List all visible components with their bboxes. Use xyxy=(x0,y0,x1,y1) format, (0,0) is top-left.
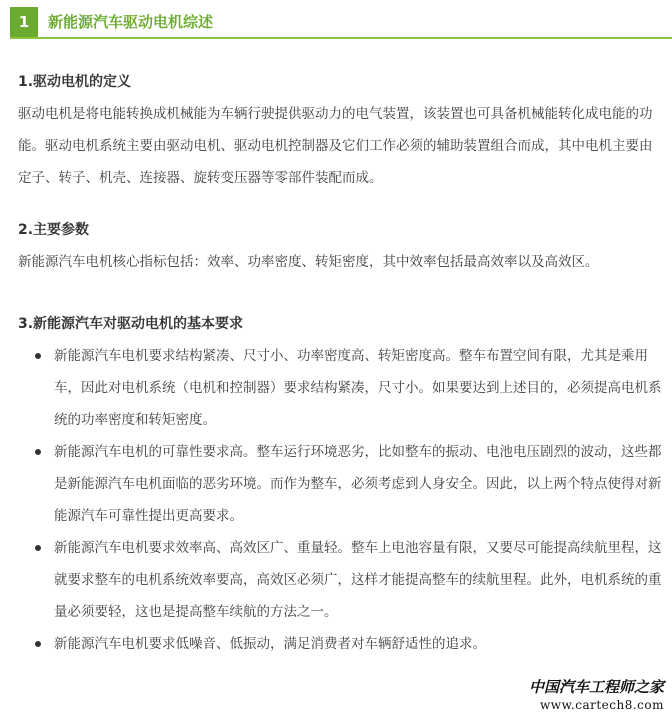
definition-paragraph: 驱动电机是将电能转换成机械能为车辆行驶提供驱动力的电气装置，该装置也可具备机械能转化成电能的功能。驱动电机系统主要由驱动电机、驱动电机控制器及它们工作必须的辅助装置组合而成，其中电机主要由定子、转子、机壳、连接器、旋转变压器等零部件装配而成。 xyxy=(18,106,653,186)
requirements-heading: 3.新能源汽车对驱动电机的基本要求 xyxy=(18,316,244,332)
site-watermark xyxy=(529,677,664,713)
requirement-item-compact: 新能源汽车电机要求结构紧凑、尺寸小、功率密度高、转矩密度高。整车布置空间有限，尤其是乘用车，因此对电机系统（电机和控制器）要求结构紧凑，尺寸小。如果要达到上述目的，必须提高电机系统的功率密度和转矩密度。 xyxy=(18,340,664,436)
requirements-list xyxy=(18,340,664,660)
watermark-title: 中国汽车工程师之家 xyxy=(528,678,664,696)
requirement-item-noise: 新能源汽车电机要求低噪音、低振动，满足消费者对车辆舒适性的追求。 xyxy=(18,628,664,660)
definition-heading: 1.驱动电机的定义 xyxy=(18,74,132,90)
requirement-item-reliability: 新能源汽车电机的可靠性要求高。整车运行环境恶劣，比如整车的振动、电池电压剧烈的波动，这些都是新能源汽车电机面临的恶劣环境。而作为整车，必须考虑到人身安全。因此，以上两个特点使得对新能源汽车可靠性提出更高要求。 xyxy=(18,436,664,532)
section-number-badge: 1 xyxy=(10,7,38,37)
parameters-paragraph: 新能源汽车电机核心指标包括：效率、功率密度、转矩密度，其中效率包括最高效率以及高效区。 xyxy=(18,254,599,270)
watermark-url: www.cartech8.com xyxy=(540,698,664,712)
article-body xyxy=(18,66,664,660)
section-header xyxy=(10,7,672,39)
section-title: 新能源汽车驱动电机综述 xyxy=(48,13,214,31)
parameters-heading: 2.主要参数 xyxy=(18,222,90,238)
requirement-item-efficiency: 新能源汽车电机要求效率高、高效区广、重量轻。整车上电池容量有限，又要尽可能提高续航里程，这就要求整车的电机系统效率要高，高效区必须广，这样才能提高整车的续航里程。此外，电机系统的重量必须要轻，这也是提高整车续航的方法之一。 xyxy=(18,532,664,628)
